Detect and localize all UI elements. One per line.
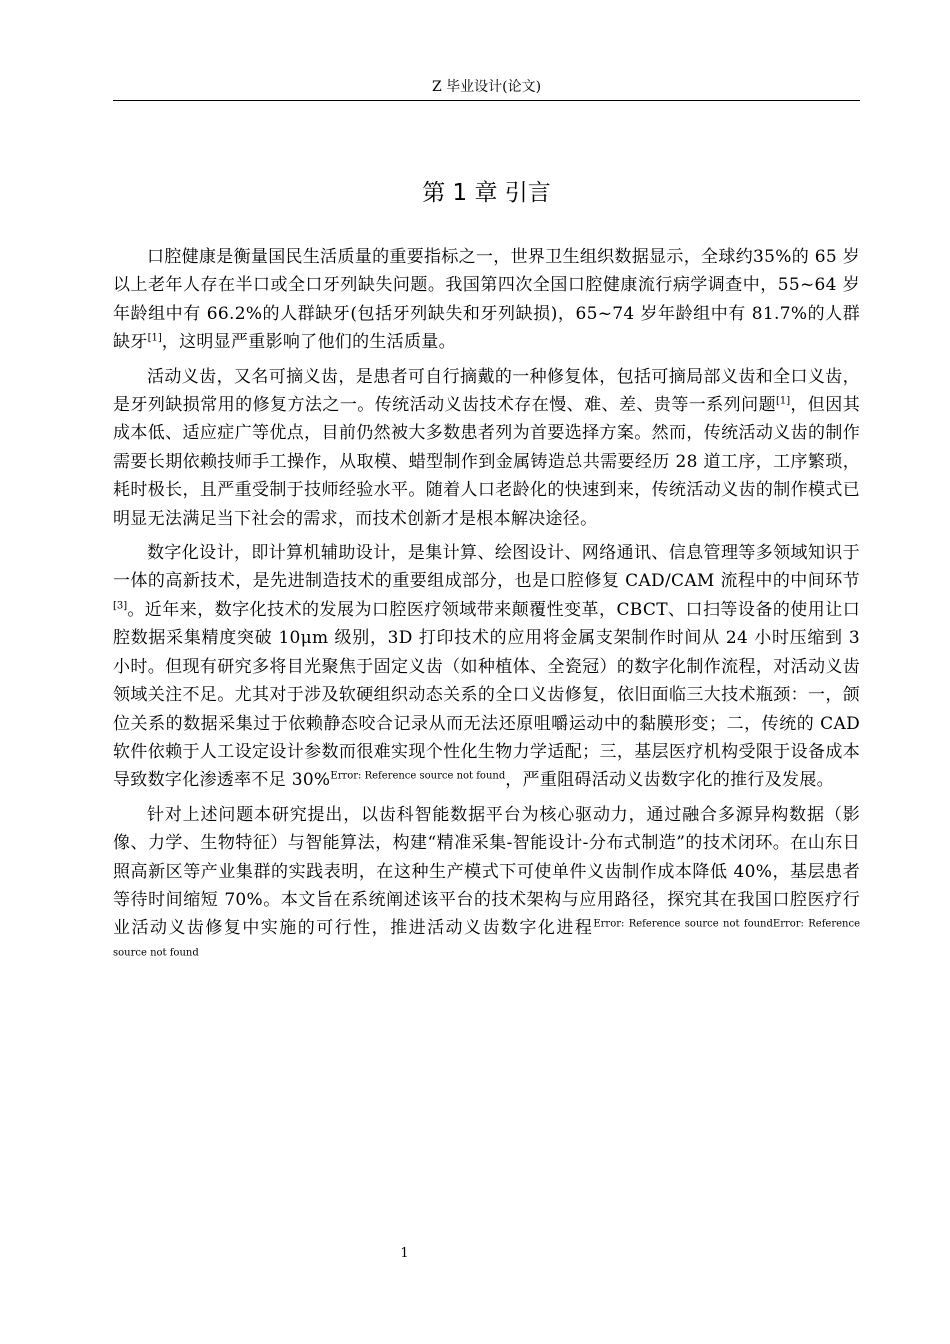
paragraph-2-text-b: ，但因其成本低、适应症广等优点，目前仍然被大多数患者列为首要选择方案。然而，传统活动义齿的制作需要长期依赖技师手工操作，从取模、蜡型制作到金属铸造总共需要经历 28 道工序，工序繁琐，耗时极长，且严重受制于技师经验水平。随着人口老龄化的快速到来，传统活动义齿的制作模式已明显无法满足当下社会的需求，而技术创新才是根本解决途径。 bbox=[113, 395, 860, 529]
paragraph-1-text-a: 口腔健康是衡量国民生活质量的重要指标之一，世界卫生组织数据显示，全球约35%的 65 岁以上老年人存在半口或全口牙列缺失问题。我国第四次全国口腔健康流行病学调查中，55~64 岁年龄组中有 66.2%的人群缺牙(包括牙列缺失和牙列缺损)，65~74 岁年龄组中有 81.7%的人群缺牙 bbox=[113, 247, 860, 353]
paragraph-4-text-a: 针对上述问题本研究提出，以齿科智能数据平台为核心驱动力，通过融合多源异构数据（影像、力学、生物特征）与智能算法，构建“精准采集-智能设计-分布式制造”的技术闭环。在山东日照高新区等产业集群的实践表明，在这种生产模式下可使单件义齿制作成本降低 40%，基层患者等待时间缩短 70%。本文旨在系统阐述该平台的技术架构与应用路径，探究其在我国口腔医疗行业活动义齿修复中实施的可行性，推进活动义齿数字化进程 bbox=[113, 804, 860, 939]
body-text bbox=[113, 243, 860, 977]
reference-error-1: Error: Reference source not found bbox=[330, 770, 506, 782]
citation-3: [3] bbox=[113, 600, 128, 612]
page-header: Z 毕业设计(论文) bbox=[431, 79, 542, 95]
citation-1: [1] bbox=[147, 332, 162, 344]
paragraph-2 bbox=[113, 363, 860, 533]
reference-error-3: Error: Reference source not found bbox=[113, 918, 860, 959]
paragraph-2-text-a: 活动义齿，又名可摘义齿，是患者可自行摘戴的一种修复体，包括可摘局部义齿和全口义齿，是牙列缺损常用的修复方法之一。传统活动义齿技术存在慢、难、差、贵等一系列问题 bbox=[113, 366, 860, 416]
paragraph-3 bbox=[113, 539, 860, 795]
paragraph-3-text-a: 数字化设计，即计算机辅助设计，是集计算、绘图设计、网络通讯、信息管理等多领域知识于一体的高新技术，是先进制造技术的重要组成部分，也是口腔修复 CAD/CAM 流程中的中间环节 bbox=[113, 543, 860, 592]
page-number: 1 bbox=[400, 1246, 409, 1261]
chapter-title: 第 1 章 引言 bbox=[422, 180, 551, 206]
paragraph-3-text-b: 。近年来，数字化技术的发展为口腔医疗领域带来颠覆性变革，CBCT、口扫等设备的使用让口腔数据采集精度突破 10μm 级别，3D 打印技术的应用将金属支架制作时间从 24 小时压缩到 3 小时。但现有研究多将目光聚焦于固定义齿（如种植体、全瓷冠）的数字化制作流程，对活动义齿领域关注不足。尤其对于涉及软硬组织动态关系的全口义齿修复，依旧面临三大技术瓶颈：一，颌位关系的数据采集过于依赖静态咬合记录从而无法还原咀嚼运动中的黏膜形变；二，传统的 CAD 软件依赖于人工设定设计参数而很难实现个性化生物力学适配；三，基层医疗机构受限于设备成本导致数字化渗透率不足 30% bbox=[113, 599, 860, 791]
paragraph-1 bbox=[113, 243, 860, 357]
citation-2: [1] bbox=[776, 395, 791, 407]
paragraph-4 bbox=[113, 801, 860, 971]
paragraph-3-text-c: ，严重阻碍活动义齿数字化的推行及发展。 bbox=[505, 770, 834, 791]
paragraph-1-text-b: ，这明显严重影响了他们的生活质量。 bbox=[161, 332, 456, 353]
reference-error-2: Error: Reference source not found bbox=[593, 918, 773, 930]
header-rule bbox=[113, 100, 860, 101]
